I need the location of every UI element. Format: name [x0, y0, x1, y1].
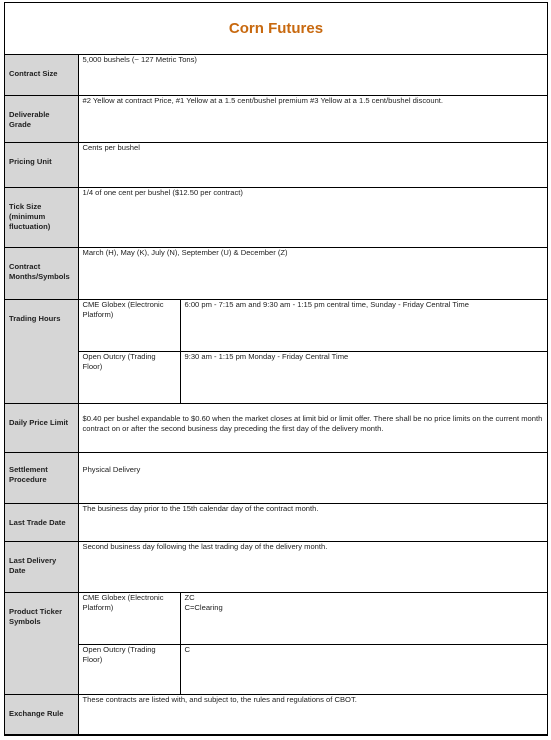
ticker-clearing-symbol: C=Clearing — [184, 602, 223, 612]
row-label: Contract Months/Symbols — [5, 247, 78, 299]
venue-label: CME Globex (Electronic Platform) — [78, 299, 180, 351]
spec-sheet — [4, 2, 548, 736]
row-deliverable-grade — [5, 95, 547, 142]
row-value: 6:00 pm - 7:15 am and 9:30 am - 1:15 pm central time, Sunday - Friday Central Time — [180, 299, 547, 351]
row-label: Contract Size — [5, 55, 78, 95]
row-trading-hours-globex — [5, 299, 547, 351]
row-value: #2 Yellow at contract Price, #1 Yellow at a 1.5 cent/bushel premium #3 Yellow at a 1.5 cent/bushel discount. — [78, 95, 547, 142]
row-label: Last Delivery Date — [5, 541, 78, 592]
row-label: Settlement Procedure — [5, 452, 78, 503]
venue-label: Open Outcry (Trading Floor) — [78, 644, 180, 694]
row-contract-size — [5, 55, 547, 95]
row-exchange-rule — [5, 694, 547, 734]
row-settlement-procedure — [5, 452, 547, 503]
title-bar — [5, 3, 547, 55]
venue-label: CME Globex (Electronic Platform) — [78, 592, 180, 644]
row-label: Exchange Rule — [5, 694, 78, 734]
row-daily-price-limit — [5, 403, 547, 452]
row-value — [180, 644, 547, 694]
spec-table — [5, 55, 547, 735]
ticker-symbol: C — [184, 644, 190, 654]
row-last-delivery-date — [5, 541, 547, 592]
row-value: 5,000 bushels (~ 127 Metric Tons) — [78, 55, 547, 95]
row-last-trade-date — [5, 503, 547, 541]
row-label: Trading Hours — [5, 299, 78, 403]
row-value — [180, 592, 547, 644]
row-value: These contracts are listed with, and subject to, the rules and regulations of CBOT. — [78, 694, 547, 734]
row-contract-months — [5, 247, 547, 299]
row-value: Physical Delivery — [78, 452, 547, 503]
row-pricing-unit — [5, 142, 547, 187]
row-label: Tick Size (minimum fluctuation) — [5, 187, 78, 247]
venue-label: Open Outcry (Trading Floor) — [78, 351, 180, 403]
row-label: Product Ticker Symbols — [5, 592, 78, 694]
row-tick-size — [5, 187, 547, 247]
ticker-symbol: ZC — [184, 592, 195, 602]
row-ticker-outcry — [5, 644, 547, 694]
row-label: Deliverable Grade — [5, 95, 78, 142]
row-value: 9:30 am - 1:15 pm Monday - Friday Central Time — [180, 351, 547, 403]
row-trading-hours-outcry — [5, 351, 547, 403]
row-value: Second business day following the last trading day of the delivery month. — [78, 541, 547, 592]
row-label: Daily Price Limit — [5, 403, 78, 452]
row-value: The business day prior to the 15th calendar day of the contract month. — [78, 503, 547, 541]
row-ticker-globex — [5, 592, 547, 644]
page-title: Corn Futures — [228, 20, 324, 37]
row-label: Pricing Unit — [5, 142, 78, 187]
row-value: Cents per bushel — [78, 142, 547, 187]
row-value: $0.40 per bushel expandable to $0.60 when the market closes at limit bid or limit offer. There shall be no price limits on the current month contract on or after the second business day preceding the first day of the delivery month. — [78, 403, 547, 452]
row-value: 1/4 of one cent per bushel ($12.50 per contract) — [78, 187, 547, 247]
row-value: March (H), May (K), July (N), September (U) & December (Z) — [78, 247, 547, 299]
row-label: Last Trade Date — [5, 503, 78, 541]
